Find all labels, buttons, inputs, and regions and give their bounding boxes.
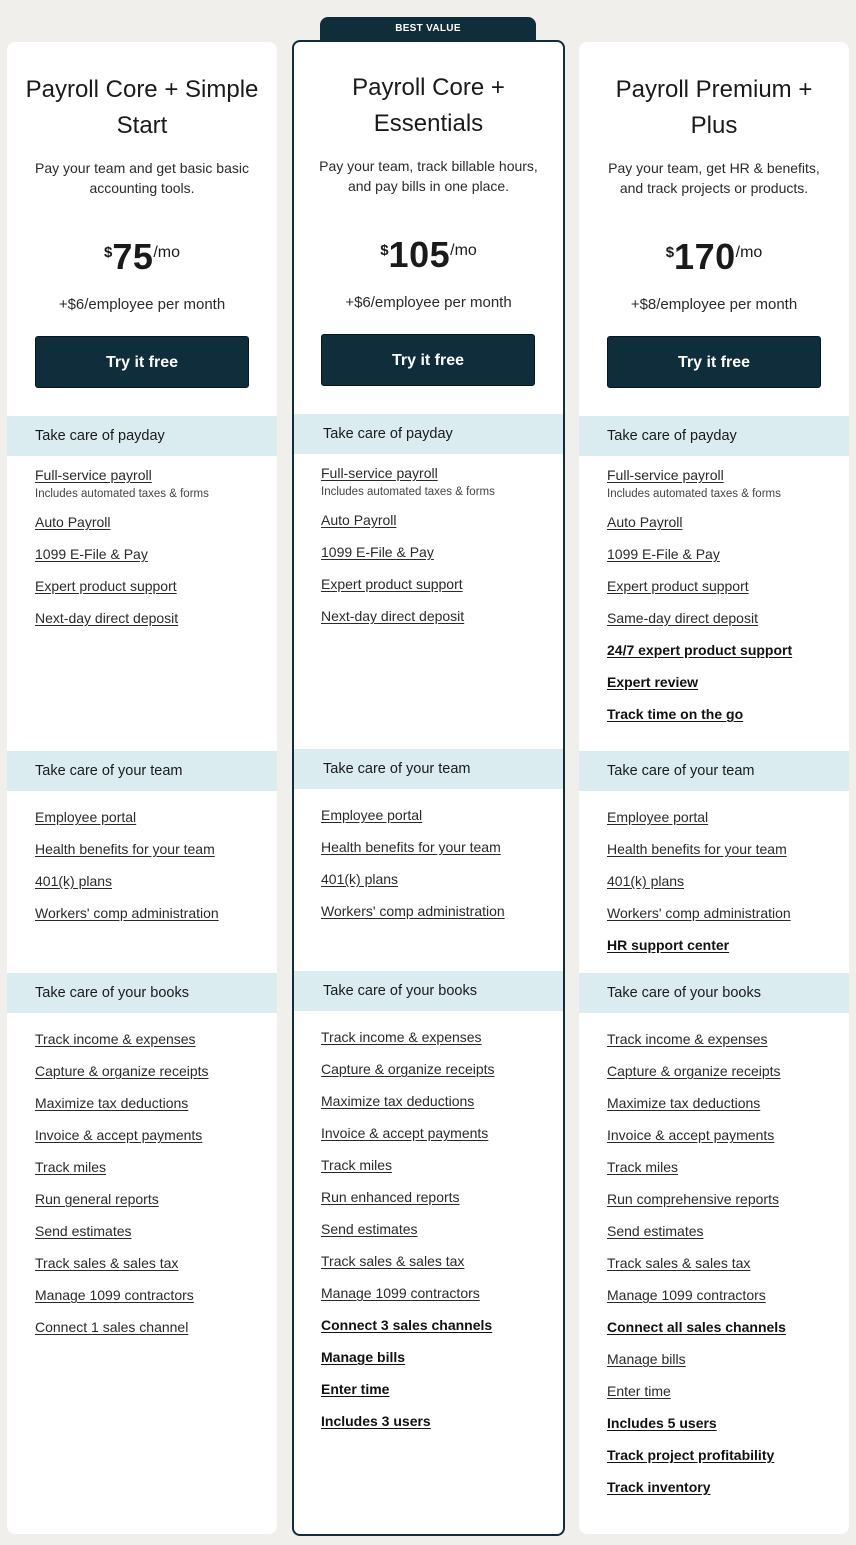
feature-link[interactable]: Full-service payroll <box>607 467 724 483</box>
feature-link[interactable]: 401(k) plans <box>607 873 685 889</box>
feature-link[interactable]: 24/7 expert product support <box>607 642 793 658</box>
feature-link[interactable]: Connect all sales channels <box>607 1319 786 1335</box>
feature-link[interactable]: Employee portal <box>607 809 709 825</box>
section-heading-books: Take care of your books <box>579 973 849 1013</box>
feature-link[interactable]: Invoice & accept payments <box>607 1127 775 1143</box>
feature-link[interactable]: Track income & expenses <box>35 1031 196 1047</box>
feature-link[interactable]: Auto Payroll <box>35 514 111 530</box>
section-heading-team: Take care of your team <box>579 751 849 791</box>
feature-link[interactable]: HR support center <box>607 937 730 953</box>
feature-link[interactable]: Track miles <box>35 1159 107 1175</box>
feature-link[interactable]: Auto Payroll <box>321 512 397 528</box>
feature-list-payday <box>321 464 553 632</box>
feature-link[interactable]: Health benefits for your team <box>35 841 215 857</box>
feature-link[interactable]: Manage bills <box>607 1351 686 1367</box>
best-value-badge: BEST VALUE <box>320 17 536 43</box>
feature-link[interactable]: Track miles <box>321 1157 393 1173</box>
plan-price <box>579 236 849 280</box>
feature-list-books <box>607 1023 839 1503</box>
feature-link[interactable]: Next-day direct deposit <box>321 608 465 624</box>
feature-link[interactable]: Expert product support <box>321 576 463 592</box>
feature-link[interactable]: Manage bills <box>321 1349 406 1365</box>
plan-card-simple-start <box>7 42 277 1534</box>
try-it-free-button[interactable]: Try it free <box>35 336 249 388</box>
feature-link[interactable]: Health benefits for your team <box>321 839 501 855</box>
feature-list-payday <box>35 466 267 634</box>
try-it-free-button[interactable]: Try it free <box>321 334 535 386</box>
price-amount: 105 <box>388 234 451 275</box>
feature-link[interactable]: Capture & organize receipts <box>607 1063 781 1079</box>
feature-link[interactable]: Track sales & sales tax <box>321 1253 465 1269</box>
section-heading-payday: Take care of payday <box>294 414 563 454</box>
section-heading-books: Take care of your books <box>294 971 563 1011</box>
feature-link[interactable]: Enter time <box>607 1383 671 1399</box>
feature-link[interactable]: Auto Payroll <box>607 514 683 530</box>
feature-link[interactable]: Manage 1099 contractors <box>321 1285 480 1301</box>
feature-link[interactable]: Track income & expenses <box>607 1031 768 1047</box>
section-heading-team: Take care of your team <box>294 749 563 789</box>
feature-link[interactable]: Full-service payroll <box>321 465 438 481</box>
feature-list-team <box>321 799 553 927</box>
feature-link[interactable]: Next-day direct deposit <box>35 610 179 626</box>
feature-link[interactable]: Capture & organize receipts <box>321 1061 495 1077</box>
plan-description: Pay your team, get HR & benefits, and track projects or products. <box>608 160 820 196</box>
per-employee-price: +$6/employee per month <box>345 294 512 311</box>
feature-link[interactable]: Send estimates <box>321 1221 418 1237</box>
feature-subtext: Includes automated taxes & forms <box>321 486 495 498</box>
plan-title: Payroll Premium + Plus <box>615 76 813 139</box>
price-currency: $ <box>103 244 113 261</box>
section-heading-team: Take care of your team <box>7 751 277 791</box>
section-heading-books: Take care of your books <box>7 973 277 1013</box>
feature-link[interactable]: Track sales & sales tax <box>35 1255 179 1271</box>
feature-link[interactable]: Send estimates <box>35 1223 132 1239</box>
feature-link[interactable]: Manage 1099 contractors <box>607 1287 766 1303</box>
feature-link[interactable]: Track project profitability <box>607 1447 775 1463</box>
feature-link[interactable]: Run comprehensive reports <box>607 1191 779 1207</box>
feature-link[interactable]: Capture & organize receipts <box>35 1063 209 1079</box>
feature-link[interactable]: Expert review <box>607 674 699 690</box>
feature-link[interactable]: Workers' comp administration <box>35 905 219 921</box>
feature-link[interactable]: Run general reports <box>35 1191 159 1207</box>
feature-link[interactable]: Manage 1099 contractors <box>35 1287 194 1303</box>
try-it-free-button[interactable]: Try it free <box>607 336 821 388</box>
feature-list-team <box>607 801 839 961</box>
feature-link[interactable]: Invoice & accept payments <box>321 1125 489 1141</box>
plan-description: Pay your team and get basic basic accounting tools. <box>34 160 249 196</box>
feature-link[interactable]: Maximize tax deductions <box>607 1095 761 1111</box>
feature-link[interactable]: 401(k) plans <box>35 873 113 889</box>
feature-link[interactable]: Expert product support <box>35 578 177 594</box>
feature-link[interactable]: Enter time <box>321 1381 390 1397</box>
feature-subtext: Includes automated taxes & forms <box>35 488 209 500</box>
feature-link[interactable]: Connect 3 sales channels <box>321 1317 493 1333</box>
feature-link[interactable]: Track sales & sales tax <box>607 1255 751 1271</box>
section-heading-payday: Take care of payday <box>7 416 277 456</box>
feature-link[interactable]: Track miles <box>607 1159 679 1175</box>
price-currency: $ <box>380 242 389 259</box>
per-employee-price: +$6/employee per month <box>58 296 226 313</box>
plan-description: Pay your team, track billable hours, and pay bills in one place. <box>319 158 538 194</box>
price-amount: 170 <box>674 236 736 277</box>
feature-list-books <box>321 1021 553 1437</box>
feature-list-payday <box>607 466 839 730</box>
feature-link[interactable]: Run enhanced reports <box>321 1189 460 1205</box>
feature-link[interactable]: 401(k) plans <box>321 871 399 887</box>
per-employee-price: +$8/employee per month <box>630 296 798 313</box>
feature-link[interactable]: Track time on the go <box>607 706 744 722</box>
feature-link[interactable]: Employee portal <box>321 807 423 823</box>
feature-link[interactable]: Track income & expenses <box>321 1029 482 1045</box>
feature-link[interactable]: Maximize tax deductions <box>35 1095 189 1111</box>
feature-list-team <box>35 801 267 929</box>
plan-title: Payroll Core + Essentials <box>352 74 505 137</box>
price-period: /mo <box>735 244 763 261</box>
feature-link[interactable]: 1099 E-File & Pay <box>321 544 434 560</box>
price-currency: $ <box>665 244 675 261</box>
feature-list-books <box>35 1023 267 1343</box>
feature-link[interactable]: Full-service payroll <box>35 467 152 483</box>
feature-link[interactable]: Includes 5 users <box>607 1415 717 1431</box>
plan-card-plus <box>579 42 849 1534</box>
feature-link[interactable]: Workers' comp administration <box>321 903 505 919</box>
feature-link[interactable]: Track inventory <box>607 1479 711 1495</box>
feature-link[interactable]: 1099 E-File & Pay <box>607 546 720 562</box>
price-amount: 75 <box>112 236 154 277</box>
plan-title: Payroll Core + Simple Start <box>25 76 259 139</box>
feature-link[interactable]: Send estimates <box>607 1223 704 1239</box>
feature-link[interactable]: Maximize tax deductions <box>321 1093 475 1109</box>
feature-link[interactable]: Health benefits for your team <box>607 841 787 857</box>
price-period: /mo <box>153 244 181 261</box>
feature-link[interactable]: Includes 3 users <box>321 1413 431 1429</box>
feature-link[interactable]: Invoice & accept payments <box>35 1127 203 1143</box>
plan-price <box>294 234 563 278</box>
price-period: /mo <box>450 242 477 259</box>
feature-subtext: Includes automated taxes & forms <box>607 488 781 500</box>
feature-link[interactable]: 1099 E-File & Pay <box>35 546 148 562</box>
feature-link[interactable]: Workers' comp administration <box>607 905 791 921</box>
plan-price <box>7 236 277 280</box>
feature-link[interactable]: Same-day direct deposit <box>607 610 758 626</box>
section-heading-payday: Take care of payday <box>579 416 849 456</box>
plan-card-essentials <box>292 40 565 1536</box>
feature-link[interactable]: Connect 1 sales channel <box>35 1319 189 1335</box>
feature-link[interactable]: Expert product support <box>607 578 749 594</box>
feature-link[interactable]: Employee portal <box>35 809 137 825</box>
